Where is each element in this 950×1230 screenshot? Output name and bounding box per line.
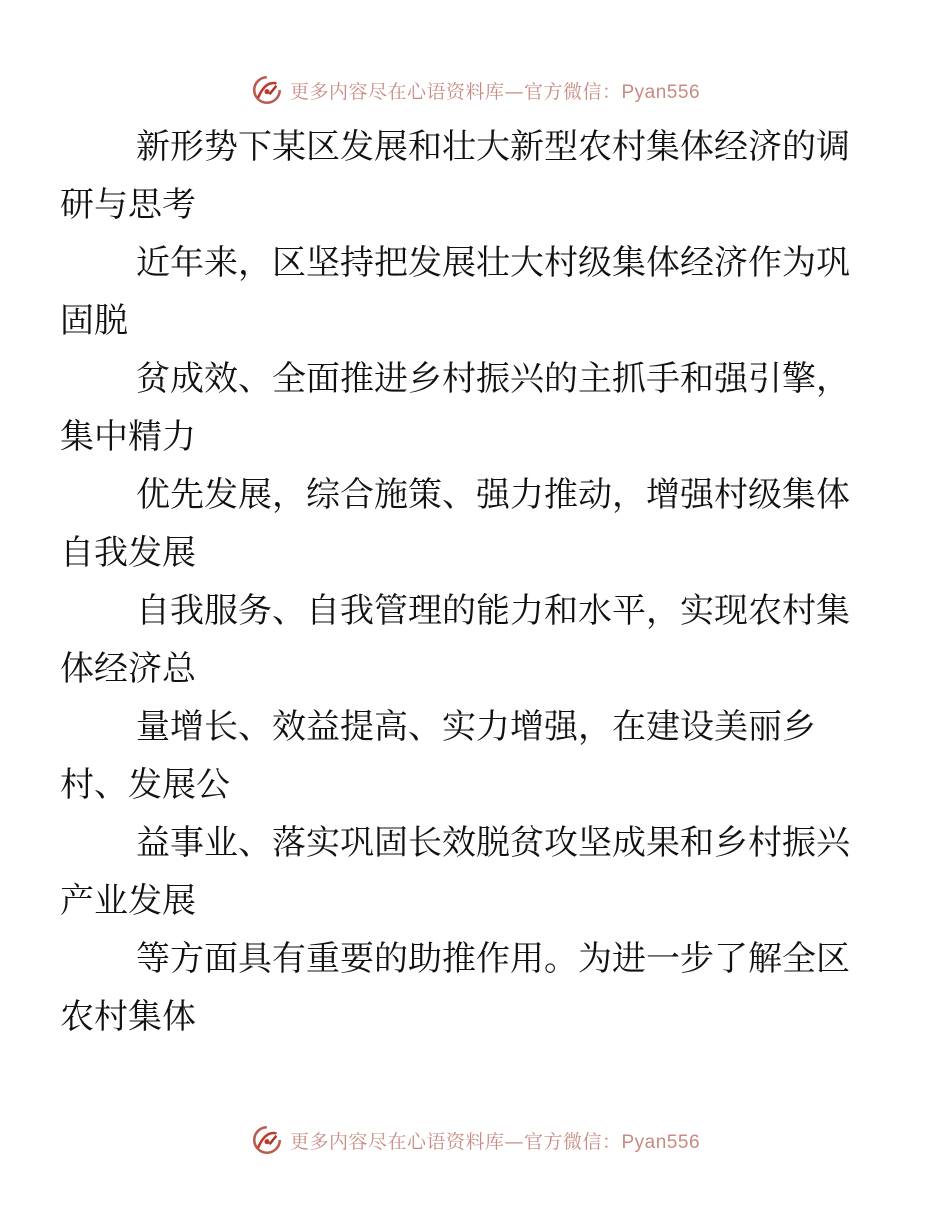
paragraph-line: 贫成效、全面推进乡村振兴的主抓手和强引擎， [136,359,850,399]
watermark-text: 更多内容尽在心语资料库—官方微信：Pyan556 [289,1130,701,1153]
header-watermark [0,70,950,110]
paragraph [60,582,858,698]
watermark-text: 更多内容尽在心语资料库—官方微信：Pyan556 [289,80,701,103]
paragraph-line: 量增长、效益提高、实力增强，在建设美丽乡 [136,707,816,747]
paragraph [60,118,858,234]
document-body [60,118,858,1046]
swirl-pen-logo-icon [250,73,284,107]
paragraph-line: 优先发展，综合施策、强力推动，增强村级集体 [136,475,850,515]
paragraph-line: 自我服务、自我管理的能力和水平，实现农村集 [136,591,850,631]
paragraph-line: 新形势下某区发展和壮大新型农村集体经济的调 [136,127,850,167]
paragraph-line: 近年来，区坚持把发展壮大村级集体经济作为巩 [136,243,850,283]
paragraph-line: 农村集体 [60,997,196,1037]
wechat-id: Pyan556 [621,1131,701,1153]
paragraph [60,234,858,350]
paragraph [60,350,858,466]
wechat-id: Pyan556 [621,81,701,103]
paragraph-line: 研与思考 [60,185,196,225]
paragraph [60,814,858,930]
footer-watermark [0,1120,950,1160]
paragraph-line: 产业发展 [60,881,196,921]
paragraph [60,698,858,814]
paragraph-line: 村、发展公 [60,765,230,805]
paragraph [60,466,858,582]
paragraph-line: 等方面具有重要的助推作用。为进一步了解全区 [136,939,850,979]
paragraph-line: 固脱 [60,301,128,341]
swirl-pen-logo-icon [250,1123,284,1157]
paragraph [60,930,858,1046]
paragraph-line: 益事业、落实巩固长效脱贫攻坚成果和乡村振兴 [136,823,850,863]
paragraph-line: 体经济总 [60,649,196,689]
paragraph-line: 自我发展 [60,533,196,573]
paragraph-line: 集中精力 [60,417,196,457]
